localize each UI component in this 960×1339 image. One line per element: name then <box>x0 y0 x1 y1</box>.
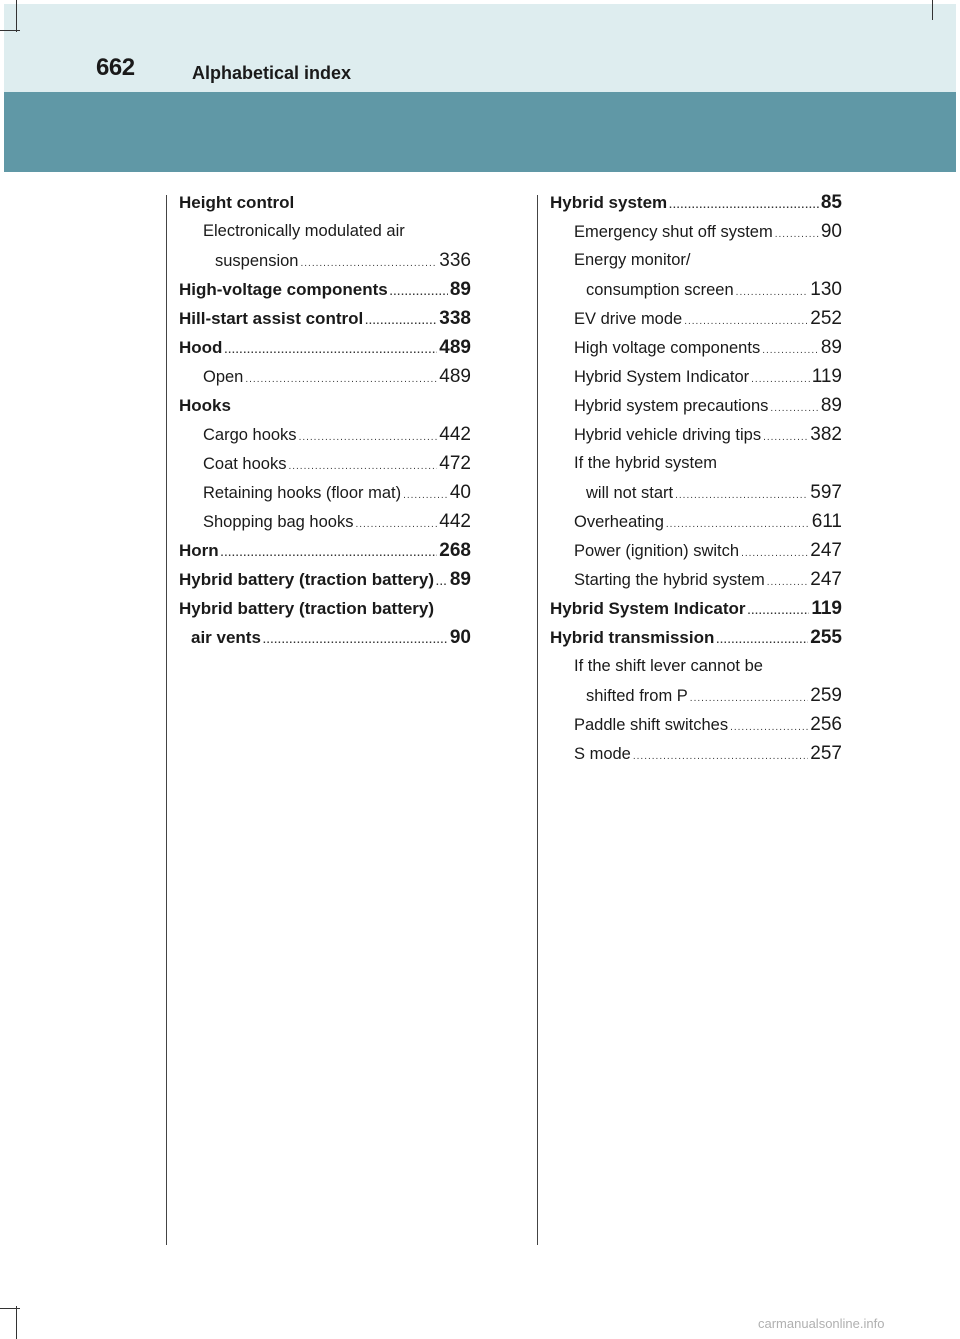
dot-leader <box>666 510 810 539</box>
index-entry-label: Hooks <box>179 396 231 415</box>
index-entry-page: 259 <box>810 685 842 706</box>
index-entry <box>550 623 842 652</box>
index-entry-page: 90 <box>449 627 471 648</box>
index-entry <box>550 362 842 391</box>
index-entry-label: Horn <box>179 541 219 560</box>
index-entry-page: 252 <box>810 308 842 329</box>
index-entry-page: 119 <box>811 598 842 619</box>
index-entry <box>550 449 842 478</box>
dot-leader <box>741 539 808 568</box>
dot-leader <box>221 539 438 568</box>
index-entry-label: Shopping bag hooks <box>203 513 354 531</box>
left-index-column <box>179 188 471 652</box>
index-entry <box>179 420 471 449</box>
index-entry-page: 268 <box>439 540 471 561</box>
crop-mark-bottom-left-v <box>16 1306 17 1339</box>
index-entry-label: shifted from P <box>586 687 688 705</box>
index-entry <box>550 652 842 681</box>
watermark: carmanualsonline.info <box>758 1316 885 1331</box>
dot-leader <box>669 191 819 220</box>
left-column-rule <box>166 195 167 1245</box>
index-entry-page: 338 <box>439 308 471 329</box>
index-entry-page: 255 <box>810 627 842 648</box>
index-entry <box>179 217 471 246</box>
header-color-bar <box>4 92 956 172</box>
dot-leader <box>751 365 810 394</box>
index-entry <box>550 565 842 594</box>
index-entry <box>550 536 842 565</box>
index-entry-label: Hybrid System Indicator <box>550 599 746 618</box>
index-entry-label: Coat hooks <box>203 455 287 473</box>
index-entry-label: Open <box>203 368 244 386</box>
dot-leader <box>390 278 448 307</box>
crop-mark-top-left <box>0 30 20 31</box>
index-entry-label: If the hybrid system <box>574 454 718 472</box>
index-entry-label: Hybrid system <box>550 193 668 212</box>
index-entry <box>550 275 842 304</box>
index-entry-label: Hybrid System Indicator <box>574 368 750 386</box>
index-entry-label: EV drive mode <box>574 310 683 328</box>
index-entry-page: 85 <box>820 192 842 213</box>
index-entry-label: Hybrid system precautions <box>574 397 769 415</box>
dot-leader <box>263 626 448 655</box>
index-entry-label: Hybrid vehicle driving tips <box>574 426 762 444</box>
index-entry <box>179 333 471 362</box>
dot-leader <box>762 336 819 365</box>
index-entry <box>550 333 842 362</box>
page-title: Alphabetical index <box>192 63 352 83</box>
index-entry-page: 89 <box>820 395 842 416</box>
index-entry <box>550 681 842 710</box>
crop-mark-top-left-v <box>16 0 17 32</box>
index-entry <box>550 217 842 246</box>
index-entry-page: 89 <box>820 337 842 358</box>
dot-leader <box>633 742 808 771</box>
index-entry-label: Retaining hooks (floor mat) <box>203 484 402 502</box>
index-entry-label: S mode <box>574 745 631 763</box>
index-entry-page: 130 <box>810 279 842 300</box>
index-entry <box>550 420 842 449</box>
index-entry <box>179 246 471 275</box>
dot-leader <box>436 568 448 597</box>
index-entry <box>179 449 471 478</box>
index-entry-label: Height control <box>179 193 295 212</box>
index-entry-label: High-voltage components <box>179 280 388 299</box>
index-entry-page: 611 <box>811 511 842 532</box>
dot-leader <box>690 684 809 713</box>
index-entry <box>550 710 842 739</box>
index-entry-label: Hybrid battery (traction battery) <box>179 570 435 589</box>
crop-mark-top-right-v <box>932 0 933 20</box>
index-entry-label: Starting the hybrid system <box>574 571 765 589</box>
index-entry-page: 597 <box>810 482 842 503</box>
index-entry-label: High voltage components <box>574 339 761 357</box>
index-entry-page: 382 <box>810 424 842 445</box>
index-entry <box>179 188 471 217</box>
dot-leader <box>675 481 808 510</box>
index-entry-page: 256 <box>810 714 842 735</box>
right-column-rule <box>537 195 538 1245</box>
dot-leader <box>299 423 438 452</box>
index-entry-label: Power (ignition) switch <box>574 542 740 560</box>
dot-leader <box>767 568 809 597</box>
index-entry-label: Paddle shift switches <box>574 716 729 734</box>
index-entry <box>550 304 842 333</box>
index-entry-page: 89 <box>449 569 471 590</box>
index-entry-label: Emergency shut off system <box>574 223 773 241</box>
index-entry <box>179 275 471 304</box>
dot-leader <box>403 481 448 510</box>
index-entry <box>550 391 842 420</box>
index-entry-page: 472 <box>439 453 471 474</box>
dot-leader <box>736 278 809 307</box>
index-entry <box>550 739 842 768</box>
index-entry <box>179 507 471 536</box>
index-entry-page: 442 <box>439 424 471 445</box>
index-entry-page: 247 <box>810 569 842 590</box>
index-entry <box>550 594 842 623</box>
index-entry-label: air vents <box>191 628 261 647</box>
dot-leader <box>763 423 808 452</box>
dot-leader <box>684 307 808 336</box>
index-entry-label: Electronically modulated air <box>203 222 405 240</box>
dot-leader <box>224 336 437 365</box>
index-entry-label: Energy monitor/ <box>574 251 691 269</box>
index-entry-label: Hybrid battery (traction battery) <box>179 599 435 618</box>
index-entry <box>179 565 471 594</box>
index-entry <box>179 478 471 507</box>
index-entry-label: Hood <box>179 338 223 357</box>
header-band <box>4 4 956 92</box>
index-entry-page: 489 <box>439 366 471 387</box>
index-entry-page: 119 <box>811 366 842 387</box>
index-entry <box>179 391 471 420</box>
index-entry-label: Hill-start assist control <box>179 309 364 328</box>
index-entry-page: 257 <box>810 743 842 764</box>
index-entry-label: Overheating <box>574 513 664 531</box>
index-entry <box>179 623 471 652</box>
dot-leader <box>716 626 808 655</box>
index-entry-label: consumption screen <box>586 281 734 299</box>
index-entry <box>550 246 842 275</box>
index-entry-page: 489 <box>439 337 471 358</box>
index-entry-label: If the shift lever cannot be <box>574 657 763 675</box>
index-entry-page: 89 <box>449 279 471 300</box>
dot-leader <box>365 307 437 336</box>
index-entry-label: suspension <box>215 252 299 270</box>
index-entry <box>550 478 842 507</box>
dot-leader <box>770 394 818 423</box>
index-entry <box>179 362 471 391</box>
index-entry-label: Hybrid transmission <box>550 628 715 647</box>
index-entry-page: 442 <box>439 511 471 532</box>
dot-leader <box>748 597 810 626</box>
dot-leader <box>775 220 819 249</box>
page-number: 662 <box>96 54 135 81</box>
dot-leader <box>355 510 437 539</box>
crop-mark-bottom-left <box>0 1308 20 1309</box>
dot-leader <box>288 452 437 481</box>
right-index-column <box>550 188 842 768</box>
index-entry-page: 40 <box>449 482 471 503</box>
dot-leader <box>300 249 437 278</box>
index-entry <box>179 304 471 333</box>
index-entry-page: 247 <box>810 540 842 561</box>
index-entry <box>550 188 842 217</box>
dot-leader <box>730 713 808 742</box>
index-entry-page: 90 <box>820 221 842 242</box>
index-entry-label: Cargo hooks <box>203 426 297 444</box>
index-entry <box>550 507 842 536</box>
index-entry <box>179 536 471 565</box>
index-entry <box>179 594 471 623</box>
index-entry-label: will not start <box>586 484 674 502</box>
dot-leader <box>245 365 437 394</box>
index-entry-page: 336 <box>439 250 471 271</box>
